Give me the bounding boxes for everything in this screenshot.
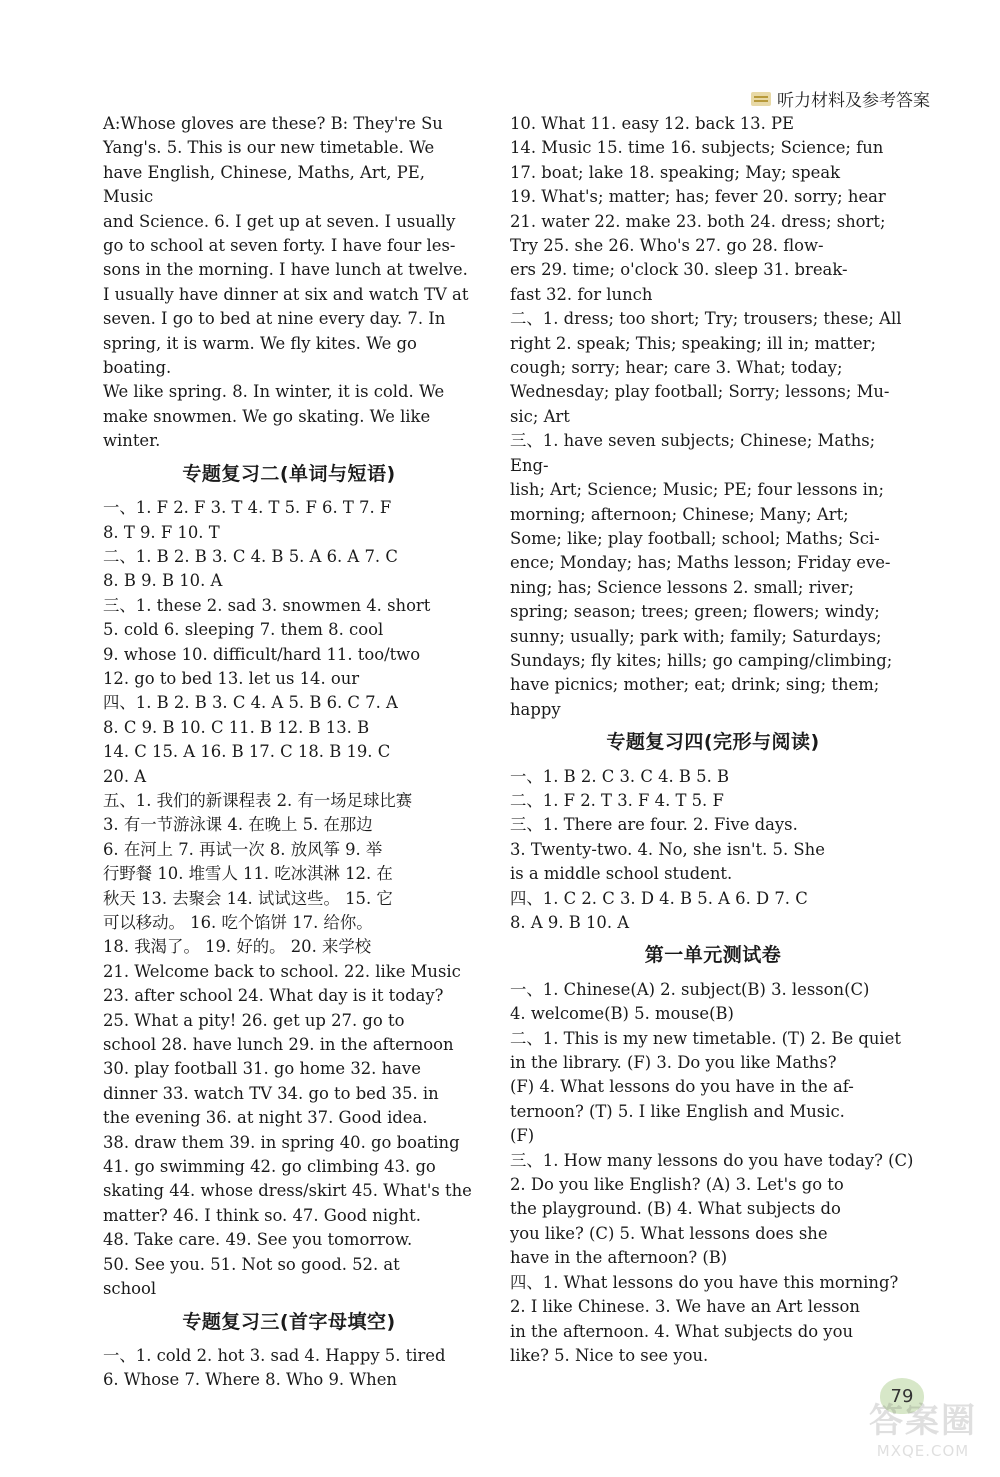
- text-line: have in the afternoon? (B): [510, 1248, 728, 1268]
- text-line: in the afternoon. 4. What subjects do you: [510, 1321, 853, 1341]
- watermark-logo: [858, 1393, 988, 1469]
- text-line: 4. welcome(B) 5. mouse(B): [510, 1004, 734, 1024]
- text-line: 14. Music 15. time 16. subjects; Science; fun: [510, 138, 884, 158]
- text-line: 17. boat; lake 18. speaking; May; speak: [510, 162, 841, 182]
- text-line: sunny; usually; park with; family; Saturdays;: [510, 626, 882, 646]
- text-line: go to school at seven forty. I have four les-: [103, 236, 456, 256]
- text-line: ence; Monday; has; Maths lesson; Friday eve-: [510, 553, 891, 573]
- text-line: Wednesday; play football; Sorry; lessons; Mu-: [510, 382, 890, 402]
- text-line: is a middle school student.: [510, 864, 733, 884]
- text-line: 2. Do you like English? (A) 3. Let's go to: [510, 1175, 844, 1195]
- text-line: 三、1. these 2. sad 3. snowmen 4. short: [103, 595, 431, 615]
- text-line: 二、1. B 2. B 3. C 4. B 5. A 6. A 7. C: [103, 546, 398, 566]
- text-line: 30. play football 31. go home 32. have: [103, 1059, 421, 1079]
- text-line: 五、1. 我们的新课程表 2. 有一场足球比赛: [103, 790, 413, 810]
- text-line: 6. Whose 7. Where 8. Who 9. When: [103, 1370, 397, 1390]
- book-icon: [751, 92, 771, 106]
- text-line: 41. go swimming 42. go climbing 43. go: [103, 1157, 436, 1177]
- text-line: 3. 有一节游泳课 4. 在晚上 5. 在那边: [103, 815, 373, 835]
- header-title: 听力材料及参考答案: [777, 91, 930, 111]
- text-line: 二、1. dress; too short; Try; trousers; these; All: [510, 309, 902, 329]
- text-line: 20. A: [103, 766, 147, 786]
- text-line: lish; Art; Science; Music; PE; four lessons in;: [510, 480, 884, 500]
- left-column: [103, 112, 475, 1393]
- text-line: morning; afternoon; Chinese; Many; Art;: [510, 504, 849, 524]
- text-line: winter.: [103, 431, 161, 451]
- text-line: make snowmen. We go skating. We like: [103, 406, 431, 426]
- section-review-3: [103, 1344, 475, 1393]
- text-line: spring; season; trees; green; flowers; windy;: [510, 602, 880, 622]
- text-line: 一、1. F 2. F 3. T 4. T 5. F 6. T 7. F: [103, 498, 392, 518]
- text-line: 一、1. Chinese(A) 2. subject(B) 3. lesson(C): [510, 979, 870, 999]
- text-line: 6. 在河上 7. 再试一次 8. 放风筝 9. 举: [103, 839, 383, 859]
- text-line: Sundays; fly kites; hills; go camping/climbing;: [510, 650, 893, 670]
- text-line: 9. whose 10. difficult/hard 11. too/two: [103, 644, 421, 664]
- text-line: 二、1. F 2. T 3. F 4. T 5. F: [510, 790, 724, 810]
- text-line: Try 25. she 26. Who's 27. go 28. flow-: [510, 236, 824, 256]
- text-line: you like? (C) 5. What lessons does she: [510, 1223, 828, 1243]
- text-line: Some; like; play football; school; Maths; Sci-: [510, 528, 880, 548]
- text-line: 秋天 13. 去聚会 14. 试试这些。 15. 它: [103, 888, 393, 908]
- text-line: ers 29. time; o'clock 30. sleep 31. break-: [510, 260, 848, 280]
- text-line: We like spring. 8. In winter, it is cold. We: [103, 382, 445, 402]
- text-line: like? 5. Nice to see you.: [510, 1345, 709, 1365]
- text-line: spring, it is warm. We fly kites. We go boating.: [103, 333, 417, 378]
- text-line: cough; sorry; hear; care 3. What; today;: [510, 358, 843, 378]
- text-line: matter? 46. I think so. 47. Good night.: [103, 1205, 421, 1225]
- text-line: 一、1. cold 2. hot 3. sad 4. Happy 5. tired: [103, 1345, 446, 1365]
- text-line: 三、1. How many lessons do you have today? (C): [510, 1150, 914, 1170]
- section-review-4: [510, 765, 916, 936]
- section-title-review-2: 专题复习二(单词与短语): [182, 462, 396, 485]
- text-line: 行野餐 10. 堆雪人 11. 吃冰淇淋 12. 在: [103, 864, 393, 884]
- text-line: right 2. speak; This; speaking; ill in; matter;: [510, 333, 877, 353]
- text-line: dinner 33. watch TV 34. go to bed 35. in: [103, 1083, 439, 1103]
- text-line: school: [103, 1279, 157, 1299]
- text-line: 21. water 22. make 23. both 24. dress; short;: [510, 211, 886, 231]
- text-line: 三、1. have seven subjects; Chinese; Maths; Eng-: [510, 431, 876, 475]
- text-line: the evening 36. at night 37. Good idea.: [103, 1108, 428, 1128]
- text-line: 38. draw them 39. in spring 40. go boating: [103, 1132, 460, 1152]
- text-line: skating 44. whose dress/skirt 45. What's the: [103, 1181, 472, 1201]
- text-line: in the library. (F) 3. Do you like Maths?: [510, 1053, 837, 1073]
- text-line: 8. A 9. B 10. A: [510, 913, 630, 932]
- section-title-review-3: 专题复习三(首字母填空): [182, 1310, 396, 1333]
- text-line: seven. I go to bed at nine every day. 7. In: [103, 309, 446, 329]
- text-line: have English, Chinese, Maths, Art, PE, Music: [103, 162, 425, 207]
- text-line: ning; has; Science lessons 2. small; river;: [510, 577, 855, 597]
- text-line: 8. C 9. B 10. C 11. B 12. B 13. B: [103, 717, 370, 737]
- text-line: 50. See you. 51. Not so good. 52. at: [103, 1254, 400, 1274]
- text-line: 23. after school 24. What day is it today?: [103, 986, 444, 1006]
- text-line: A:Whose gloves are these? B: They're Su: [103, 114, 443, 133]
- review-3-continued: [510, 112, 916, 722]
- text-line: ternoon? (T) 5. I like English and Music.: [510, 1101, 845, 1121]
- intro-block: [103, 112, 475, 454]
- section-review-2: [103, 496, 475, 1301]
- text-line: Yang's. 5. This is our new timetable. We: [103, 138, 435, 158]
- text-line: 8. B 9. B 10. A: [103, 571, 223, 591]
- text-line: have picnics; mother; eat; drink; sing; them;: [510, 675, 880, 695]
- text-line: 18. 我渴了。 19. 好的。 20. 来学校: [103, 937, 372, 957]
- text-line: 一、1. B 2. C 3. C 4. B 5. B: [510, 766, 730, 786]
- text-line: the playground. (B) 4. What subjects do: [510, 1199, 841, 1219]
- section-title-review-4: 专题复习四(完形与阅读): [606, 731, 820, 754]
- watermark-text: 答案圈: [869, 1401, 977, 1441]
- text-line: 四、1. B 2. B 3. C 4. A 5. B 6. C 7. A: [103, 693, 398, 713]
- text-line: (F): [510, 1126, 535, 1146]
- text-line: 四、1. C 2. C 3. D 4. B 5. A 6. D 7. C: [510, 888, 808, 908]
- text-line: I usually have dinner at six and watch TV at: [103, 284, 469, 304]
- text-line: 12. go to bed 13. let us 14. our: [103, 668, 360, 688]
- text-line: happy: [510, 699, 561, 719]
- page-number: 79: [880, 1378, 924, 1414]
- text-line: and Science. 6. I get up at seven. I usually: [103, 211, 456, 231]
- text-line: 3. Twenty-two. 4. No, she isn't. 5. She: [510, 839, 825, 859]
- watermark-url: MXQE.COM: [876, 1442, 970, 1460]
- text-line: 2. I like Chinese. 3. We have an Art lesson: [510, 1297, 860, 1317]
- text-line: sic; Art: [510, 406, 570, 426]
- text-line: 19. What's; matter; has; fever 20. sorry; hear: [510, 187, 886, 207]
- text-line: 三、1. There are four. 2. Five days.: [510, 815, 798, 835]
- text-line: sons in the morning. I have lunch at twelve.: [103, 260, 468, 280]
- right-column: [510, 112, 916, 1368]
- text-line: 48. Take care. 49. See you tomorrow.: [103, 1230, 413, 1250]
- text-line: (F) 4. What lessons do you have in the af-: [510, 1077, 854, 1097]
- text-line: 25. What a pity! 26. get up 27. go to: [103, 1010, 405, 1030]
- text-line: 5. cold 6. sleeping 7. them 8. cool: [103, 620, 384, 640]
- text-line: 10. What 11. easy 12. back 13. PE: [510, 114, 795, 133]
- text-line: school 28. have lunch 29. in the afternoon: [103, 1035, 454, 1055]
- text-line: 可以移动。 16. 吃个馅饼 17. 给你。: [103, 913, 373, 932]
- text-line: 21. Welcome back to school. 22. like Music: [103, 961, 461, 981]
- text-line: 14. C 15. A 16. B 17. C 18. B 19. C: [103, 742, 391, 762]
- page-header: [751, 86, 930, 111]
- text-line: 8. T 9. F 10. T: [103, 522, 220, 542]
- text-line: fast 32. for lunch: [510, 284, 653, 304]
- text-line: 四、1. What lessons do you have this morning?: [510, 1272, 899, 1292]
- section-title-unit-1-test: 第一单元测试卷: [644, 944, 782, 967]
- section-unit-1-test: [510, 978, 916, 1369]
- text-line: 二、1. This is my new timetable. (T) 2. Be quiet: [510, 1028, 901, 1048]
